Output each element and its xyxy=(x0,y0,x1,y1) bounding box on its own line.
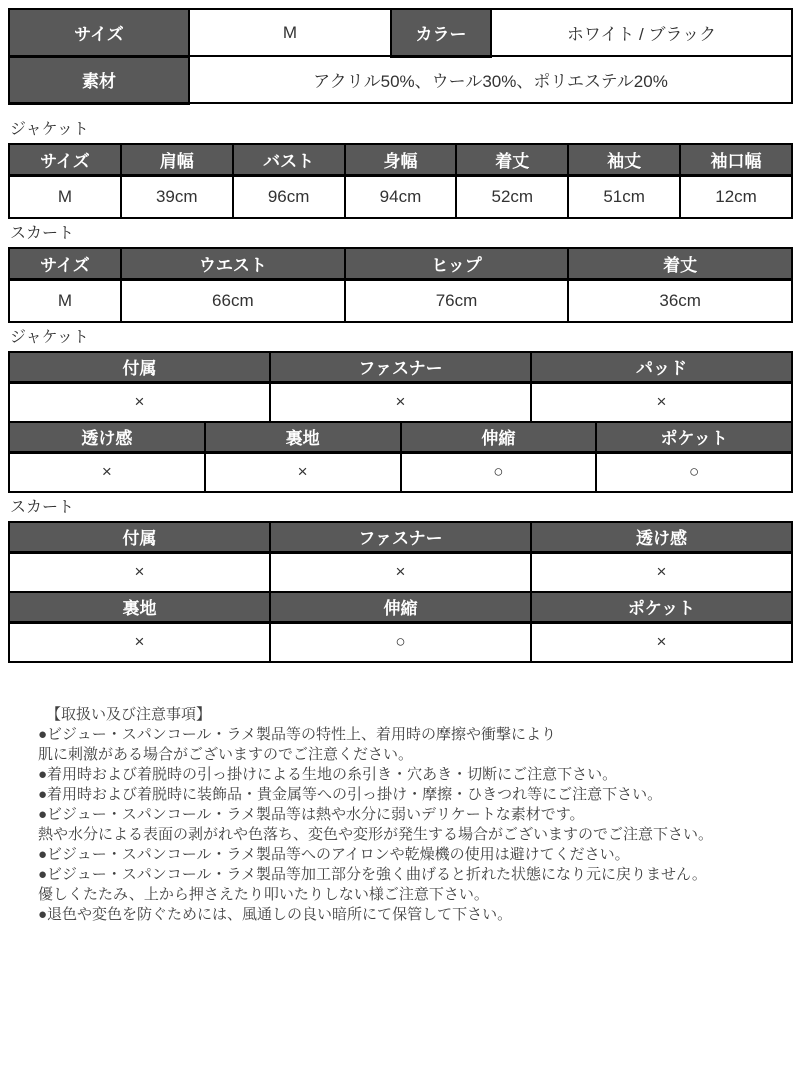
jacket-size-value: 39cm xyxy=(121,176,233,218)
skirt-spec-table-row2 xyxy=(8,591,793,663)
jacket-spec-value: ○ xyxy=(596,453,792,492)
skirt-spec-value: × xyxy=(270,553,531,592)
care-note-line: 熱や水分による表面の剥がれや色落ち、変色や変形が発生する場合がございますのでご注意下さい。 xyxy=(38,825,714,843)
skirt-size-section-label: スカート xyxy=(10,224,75,242)
material-value: アクリル50%、ウール30%、ポリエステル20% xyxy=(189,56,792,103)
care-note-line: ●ビジュー・スパンコール・ラメ製品等加工部分を強く曲げると折れた状態になり元に戻りません。 xyxy=(38,865,707,883)
jacket-size-value: M xyxy=(9,176,121,218)
skirt-spec-value: × xyxy=(9,553,270,592)
care-note-line: ●ビジュー・スパンコール・ラメ製品等の特性上、着用時の摩擦や衝撃により xyxy=(38,725,557,743)
jacket-size-section-label: ジャケット xyxy=(10,120,89,138)
care-notes-title: 【取扱い及び注意事項】 xyxy=(46,705,212,723)
skirt-spec-value-row xyxy=(9,553,792,592)
skirt-spec-col-header: 付属 xyxy=(9,522,270,553)
color-header: カラー xyxy=(391,9,491,56)
jacket-size-col-header: 肩幅 xyxy=(121,144,233,176)
skirt-size-table xyxy=(8,247,793,323)
jacket-spec-col-header: 伸縮 xyxy=(401,422,597,453)
care-notes xyxy=(8,705,793,925)
skirt-spec-value: ○ xyxy=(270,623,531,662)
skirt-size-value: 36cm xyxy=(568,280,792,322)
jacket-spec-col-header: ファスナー xyxy=(270,352,531,383)
jacket-size-value: 94cm xyxy=(345,176,457,218)
size-header: サイズ xyxy=(9,9,189,56)
jacket-spec-value: × xyxy=(9,383,270,422)
care-note-line: 優しくたたみ、上から押さえたり叩いたりしない様ご注意下さい。 xyxy=(38,885,489,903)
jacket-spec-value-row xyxy=(9,453,792,492)
care-note-line: ●退色や変色を防ぐためには、風通しの良い暗所にて保管して下さい。 xyxy=(38,905,513,923)
skirt-size-col-header: ヒップ xyxy=(345,248,569,280)
skirt-spec-col-header: 伸縮 xyxy=(270,592,531,623)
skirt-size-value: M xyxy=(9,280,121,322)
skirt-size-value: 66cm xyxy=(121,280,345,322)
care-note-line: 肌に刺激がある場合がございますのでご注意ください。 xyxy=(38,745,414,763)
summary-table xyxy=(8,8,793,105)
jacket-size-value: 96cm xyxy=(233,176,345,218)
skirt-size-col-header: サイズ xyxy=(9,248,121,280)
skirt-size-col-header: 着丈 xyxy=(568,248,792,280)
jacket-spec-section-label: ジャケット xyxy=(10,328,89,346)
jacket-spec-value: × xyxy=(270,383,531,422)
skirt-size-col-header: ウエスト xyxy=(121,248,345,280)
jacket-spec-table-row1 xyxy=(8,351,793,423)
jacket-size-col-header: 袖口幅 xyxy=(680,144,792,176)
skirt-spec-col-header: ポケット xyxy=(531,592,792,623)
jacket-size-value: 52cm xyxy=(456,176,568,218)
jacket-spec-value: ○ xyxy=(401,453,597,492)
summary-row-size-color xyxy=(9,9,792,56)
jacket-spec-value-row xyxy=(9,383,792,422)
care-note-line: ●ビジュー・スパンコール・ラメ製品等は熱や水分に弱いデリケートな素材です。 xyxy=(38,805,585,823)
jacket-size-col-header: 身幅 xyxy=(345,144,457,176)
jacket-spec-header-row xyxy=(9,422,792,453)
jacket-size-col-header: 袖丈 xyxy=(568,144,680,176)
care-note-line: ●着用時および着脱時の引っ掛けによる生地の糸引き・穴あき・切断にご注意下さい。 xyxy=(38,765,618,783)
care-note-line: ●ビジュー・スパンコール・ラメ製品等へのアイロンや乾燥機の使用は避けてください。 xyxy=(38,845,630,863)
material-header: 素材 xyxy=(9,56,189,103)
skirt-spec-col-header: 裏地 xyxy=(9,592,270,623)
jacket-spec-col-header: ポケット xyxy=(596,422,792,453)
jacket-spec-value: × xyxy=(205,453,401,492)
skirt-size-value: 76cm xyxy=(345,280,569,322)
skirt-spec-value: × xyxy=(531,553,792,592)
jacket-spec-header-row xyxy=(9,352,792,383)
jacket-size-table xyxy=(8,143,793,219)
care-note-line: ●着用時および着脱時に装飾品・貴金属等への引っ掛け・摩擦・ひきつれ等にご注意下さい。 xyxy=(38,785,663,803)
skirt-size-value-row xyxy=(9,280,792,322)
summary-row-material xyxy=(9,56,792,103)
jacket-spec-col-header: 付属 xyxy=(9,352,270,383)
color-value: ホワイト / ブラック xyxy=(491,9,792,56)
jacket-spec-value: × xyxy=(531,383,792,422)
skirt-spec-value: × xyxy=(531,623,792,662)
skirt-spec-header-row xyxy=(9,592,792,623)
skirt-spec-value-row xyxy=(9,623,792,662)
jacket-size-header-row xyxy=(9,144,792,176)
skirt-spec-col-header: 透け感 xyxy=(531,522,792,553)
skirt-spec-value: × xyxy=(9,623,270,662)
skirt-spec-col-header: ファスナー xyxy=(270,522,531,553)
jacket-spec-col-header: 裏地 xyxy=(205,422,401,453)
skirt-spec-section-label: スカート xyxy=(10,498,75,516)
skirt-size-header-row xyxy=(9,248,792,280)
jacket-size-value: 12cm xyxy=(680,176,792,218)
skirt-spec-table-row1 xyxy=(8,521,793,593)
jacket-size-col-header: 着丈 xyxy=(456,144,568,176)
size-value: M xyxy=(189,9,391,56)
jacket-size-value: 51cm xyxy=(568,176,680,218)
jacket-spec-col-header: パッド xyxy=(531,352,792,383)
jacket-spec-col-header: 透け感 xyxy=(9,422,205,453)
jacket-size-col-header: バスト xyxy=(233,144,345,176)
jacket-size-col-header: サイズ xyxy=(9,144,121,176)
jacket-size-value-row xyxy=(9,176,792,218)
jacket-spec-value: × xyxy=(9,453,205,492)
jacket-spec-table-row2 xyxy=(8,421,793,493)
skirt-spec-header-row xyxy=(9,522,792,553)
